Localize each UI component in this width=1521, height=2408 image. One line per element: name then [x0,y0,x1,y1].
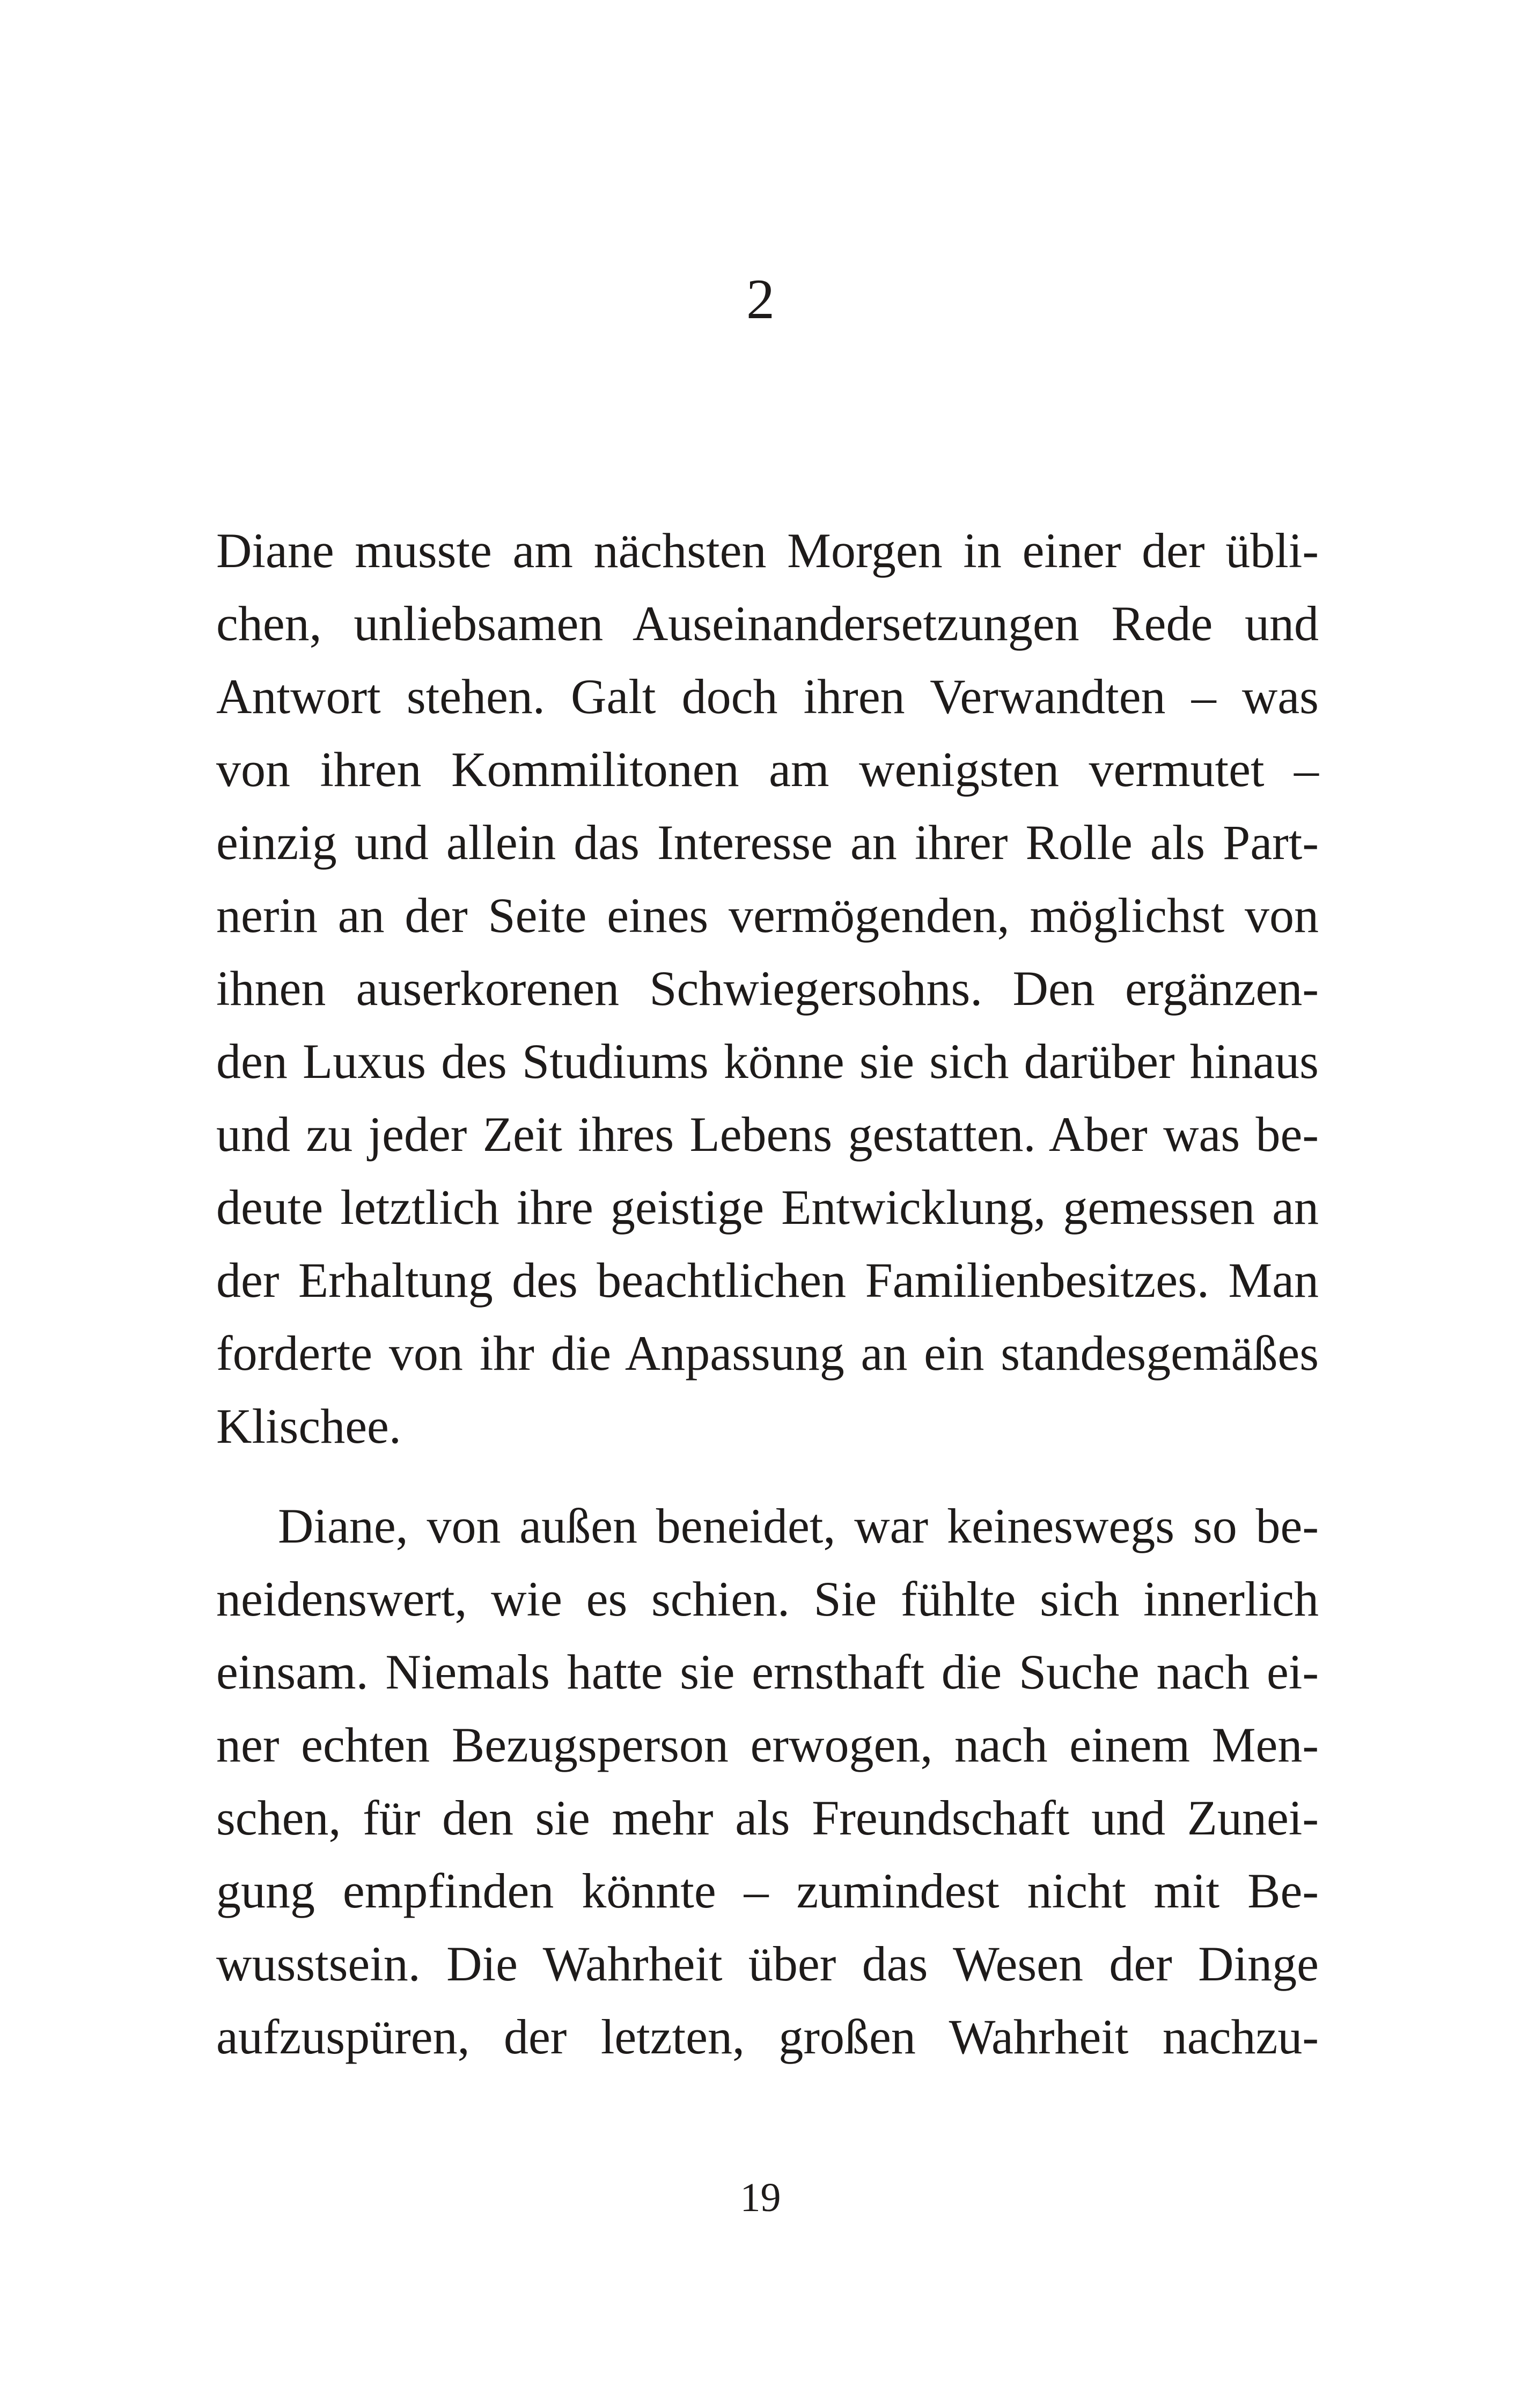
text-line: den Luxus des Studiums könne sie sich darüber hinaus [216,1034,1319,1089]
page-number: 19 [740,2175,781,2220]
text-line: Antwort stehen. Galt doch ihren Verwandten – was [216,669,1319,724]
text-line: neidenswert, wie es schien. Sie fühlte sich innerlich [216,1572,1319,1626]
text-line: aufzuspüren, der letzten, großen Wahrheit nachzu- [216,2009,1319,2064]
text-line: Diane musste am nächsten Morgen in einer der übli- [216,523,1319,578]
text-line: von ihren Kommilitonen am wenigsten vermutet – [216,742,1319,797]
text-line: chen, unliebsamen Auseinandersetzungen Rede und [216,596,1319,651]
text-line: gung empfinden könnte – zumindest nicht mit Be- [216,1863,1319,1918]
text-line: forderte von ihr die Anpassung an ein standesgemäßes [216,1326,1319,1381]
paragraph-2 [216,1489,1319,2073]
text-line: Klischee. [216,1399,401,1453]
text-line: schen, für den sie mehr als Freundschaft und Zunei- [216,1790,1319,1845]
text-line: nerin an der Seite eines vermögenden, möglichst von [216,888,1319,943]
text-line: und zu jeder Zeit ihres Lebens gestatten. Aber was be- [216,1107,1319,1162]
text-line: deute letztlich ihre geistige Entwicklung, gemessen an [216,1180,1319,1235]
text-line: ihnen auserkorenen Schwiegersohns. Den ergänzen- [216,961,1319,1016]
text-line: einsam. Niemals hatte sie ernsthaft die Suche nach ei- [216,1645,1319,1699]
body-text [216,514,1319,2073]
text-line: ner echten Bezugsperson erwogen, nach einem Men- [216,1717,1319,1772]
text-line: wusstsein. Die Wahrheit über das Wesen der Dinge [216,1936,1319,1991]
text-line: einzig und allein das Interesse an ihrer Rolle als Part- [216,815,1319,870]
paragraph-1 [216,514,1319,1463]
text-line: Diane, von außen beneidet, war keineswegs so be- [278,1499,1319,1553]
text-line: der Erhaltung des beachtlichen Familienbesitzes. Man [216,1253,1319,1308]
chapter-number: 2 [746,268,775,331]
